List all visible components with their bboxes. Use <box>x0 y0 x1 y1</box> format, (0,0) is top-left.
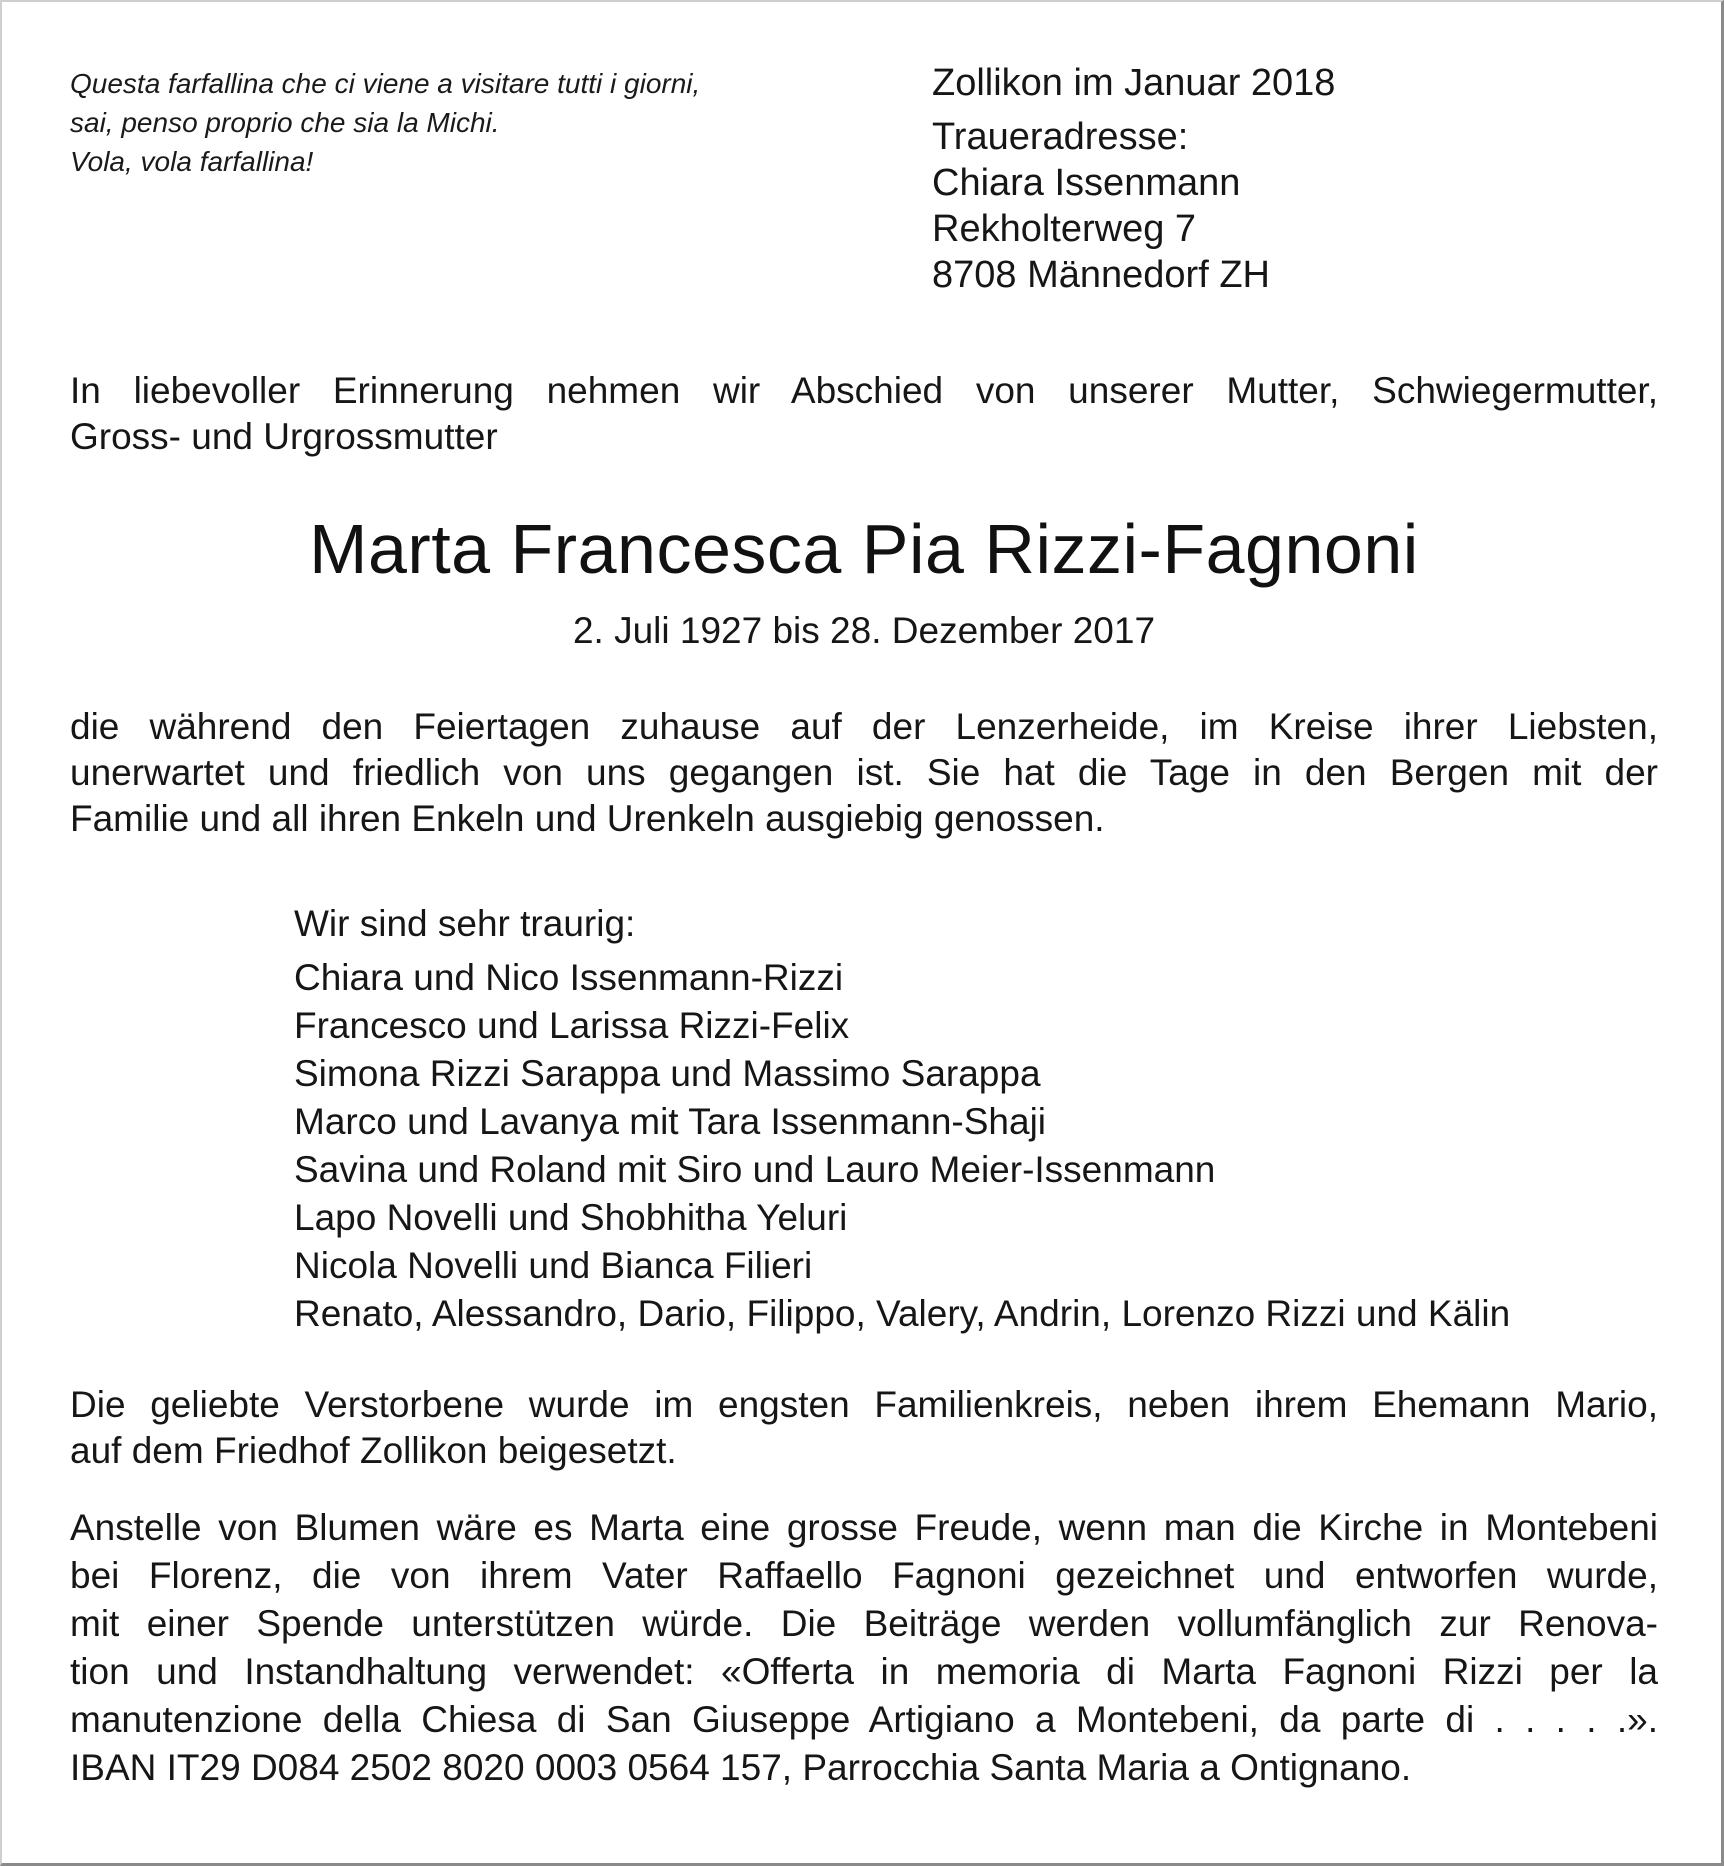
mourner-name: Savina und Roland mit Siro und Lauro Meier-Issenmann <box>294 1149 1216 1190</box>
mourner-name: Nicola Novelli und Bianca Filieri <box>294 1245 813 1286</box>
donation-paragraph <box>70 1504 1658 1792</box>
donation-line: tion und Instandhaltung verwendet: «Offerta in memoria di Marta Fagnoni Rizzi per la <box>70 1651 1658 1692</box>
burial-paragraph <box>70 1382 1658 1474</box>
mourner-name: Marco und Lavanya mit Tara Issenmann-Shaji <box>294 1101 1047 1142</box>
donation-line: manutenzione della Chiesa di San Giuseppe Artigiano a Montebeni, da parte di . . . . .». <box>70 1699 1658 1740</box>
donation-line: bei Florenz, die von ihrem Vater Raffaello Fagnoni gezeichnet und entworfen wurde, <box>70 1555 1658 1596</box>
address-line: 8708 Männedorf ZH <box>932 254 1270 296</box>
passing-line: Familie und all ihren Enkeln und Urenkeln ausgiebig genossen. <box>70 798 1105 839</box>
passing-paragraph <box>70 704 1658 842</box>
mourning-address-block <box>932 60 1632 298</box>
mourners-list <box>294 900 1674 1338</box>
intro-paragraph <box>70 368 1658 460</box>
donation-line: Anstelle von Blumen wäre es Marta eine grosse Freude, wenn man die Kirche in Montebeni <box>70 1507 1658 1548</box>
quote-line: sai, penso proprio che sia la Michi. <box>70 107 500 138</box>
burial-line: auf dem Friedhof Zollikon beigesetzt. <box>70 1430 677 1471</box>
donation-line: IBAN IT29 D084 2502 8020 0003 0564 157, Parrocchia Santa Maria a Ontignano. <box>70 1747 1412 1788</box>
quote-line: Questa farfallina che ci viene a visitare tutti i giorni, <box>70 68 701 99</box>
mourner-name: Renato, Alessandro, Dario, Filippo, Valery, Andrin, Lorenzo Rizzi und Kälin <box>294 1293 1511 1334</box>
mourner-name: Lapo Novelli und Shobhitha Yeluri <box>294 1197 848 1238</box>
donation-line: mit einer Spende unterstützen würde. Die Beiträge werden vollumfänglich zur Renova- <box>70 1603 1658 1644</box>
mourner-name: Chiara und Nico Issenmann-Rizzi <box>294 957 844 998</box>
italian-quote <box>70 64 890 181</box>
mourner-name: Francesco und Larissa Rizzi-Felix <box>294 1005 850 1046</box>
quote-line: Vola, vola farfallina! <box>70 146 314 177</box>
passing-line: die während den Feiertagen zuhause auf der Lenzerheide, im Kreise ihrer Liebsten, <box>70 706 1658 747</box>
address-line: Rekholterweg 7 <box>932 208 1197 250</box>
address-line: Chiara Issenmann <box>932 162 1241 204</box>
address-label: Traueradresse: <box>932 116 1189 158</box>
mourner-name: Simona Rizzi Sarappa und Massimo Sarappa <box>294 1053 1041 1094</box>
life-dates: 2. Juli 1927 bis 28. Dezember 2017 <box>572 610 1156 651</box>
place-and-date: Zollikon im Januar 2018 <box>932 62 1336 104</box>
deceased-name: Marta Francesca Pia Rizzi-Fagnoni <box>309 510 1419 588</box>
intro-line: Gross- und Urgrossmutter <box>70 416 498 457</box>
intro-line: In liebevoller Erinnerung nehmen wir Abschied von unserer Mutter, Schwiegermutter, <box>70 370 1658 411</box>
passing-line: unerwartet und friedlich von uns gegangen ist. Sie hat die Tage in den Bergen mit der <box>70 752 1658 793</box>
burial-line: Die geliebte Verstorbene wurde im engsten Familienkreis, neben ihrem Ehemann Mario, <box>70 1384 1658 1425</box>
mourners-heading: Wir sind sehr traurig: <box>294 903 636 944</box>
